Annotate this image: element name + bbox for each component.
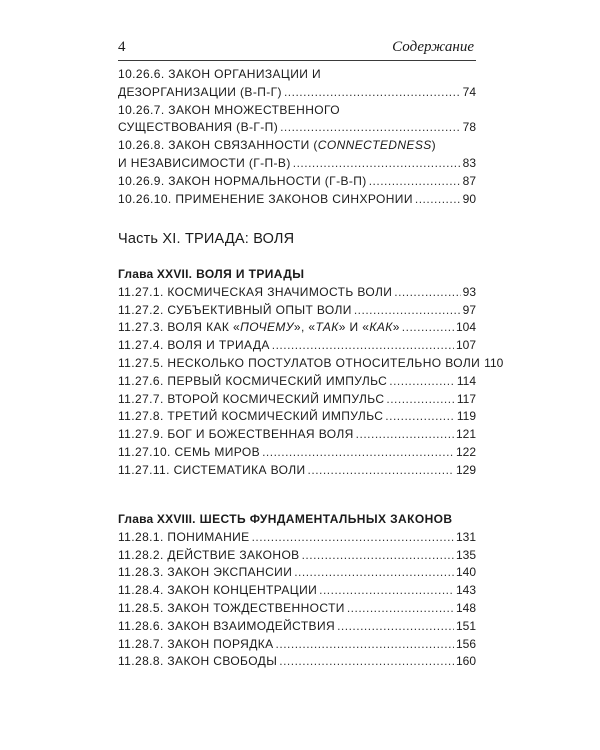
toc-page-number: 107	[455, 338, 476, 353]
toc-entry-text: И НЕЗАВИСИМОСТИ (Г-П-В)	[118, 155, 291, 170]
toc-page-number: 78	[462, 120, 476, 135]
text-part: 11.27.3. ВОЛЯ КАК «	[118, 320, 241, 335]
leader-dots	[262, 444, 454, 462]
toc-page-number: 129	[455, 462, 476, 477]
toc-page-number: 97	[462, 302, 476, 317]
toc-page-number: 151	[455, 618, 476, 633]
chapter-label: Глава XXVII	[118, 267, 189, 281]
toc-page-number: 121	[455, 427, 476, 442]
toc-entry-text: 11.28.4. ЗАКОН КОНЦЕНТРАЦИИ	[118, 583, 318, 598]
toc-entry-text: 11.27.9. БОГ И БОЖЕСТВЕННАЯ ВОЛЯ	[118, 427, 354, 442]
part-title: Часть XI. ТРИАДА: ВОЛЯ	[118, 231, 295, 247]
toc-entry-11-27-11	[118, 462, 476, 480]
toc-entry-text: 10.26.10. ПРИМЕНЕНИЕ ЗАКОНОВ СИНХРОНИИ	[118, 191, 413, 206]
toc-entry-text: СУЩЕСТВОВАНИЯ (В-Г-П)	[118, 120, 279, 135]
leader-dots	[279, 653, 454, 671]
toc-entry-text-italic: CONNECTEDNESS	[317, 138, 432, 153]
leader-dots	[356, 426, 454, 444]
toc-page-number: 160	[455, 654, 476, 669]
text-part-italic: КАК	[369, 320, 393, 335]
toc-entry-10-26-8-line1	[118, 137, 476, 155]
leader-dots	[272, 337, 454, 355]
toc-entry-text: 11.27.10. СЕМЬ МИРОВ	[118, 444, 261, 459]
toc-entry-11-27-7	[118, 391, 476, 409]
leader-dots	[337, 618, 454, 636]
leader-dots	[284, 84, 461, 102]
text-part: » И «	[338, 320, 370, 335]
text-part: », «	[293, 320, 316, 335]
leader-dots	[386, 391, 454, 409]
toc-entry-11-27-1	[118, 284, 476, 302]
leader-dots	[402, 319, 454, 337]
toc-entry-text: 11.28.5. ЗАКОН ТОЖДЕСТВЕННОСТИ	[118, 600, 345, 615]
chapter-label: Глава XXVIII	[118, 512, 193, 526]
leader-dots	[389, 373, 455, 391]
text-part: »	[392, 320, 400, 335]
toc-entry-text: 11.27.4. ВОЛЯ И ТРИАДА	[118, 338, 270, 353]
leader-dots	[280, 119, 461, 137]
chapter-xxviii-section	[118, 511, 476, 671]
toc-entry-11-28-6	[118, 618, 476, 636]
chapter-name: . ВОЛЯ И ТРИАДЫ	[188, 267, 305, 281]
leader-dots	[276, 636, 454, 654]
toc-entry-text: 10.26.8. ЗАКОН СВЯЗАННОСТИ (	[118, 138, 318, 153]
toc-entry-text: 11.27.1. КОСМИЧЕСКАЯ ЗНАЧИМОСТЬ ВОЛИ	[118, 284, 393, 299]
leader-dots	[394, 284, 460, 302]
toc-entry-text	[118, 319, 400, 337]
toc-page-number: 143	[455, 583, 476, 598]
toc-entry-text: 11.28.3. ЗАКОН ЭКСПАНСИИ	[118, 565, 293, 580]
toc-entry-text: 11.27.6. ПЕРВЫЙ КОСМИЧЕСКИЙ ИМПУЛЬС	[118, 373, 388, 388]
toc-page-number: 140	[455, 565, 476, 580]
toc-page-number: 110	[484, 355, 504, 370]
text-part-italic: ПОЧЕМУ	[240, 320, 294, 335]
toc-page-number: 148	[455, 600, 476, 615]
toc-entry-11-27-10	[118, 444, 476, 462]
chapter-name: . ШЕСТЬ ФУНДАМЕНТАЛЬНЫХ ЗАКОНОВ	[192, 512, 453, 526]
toc-entry-10-26-6-line1: 10.26.6. ЗАКОН ОРГАНИЗАЦИИ И	[118, 67, 322, 81]
toc-entry-11-27-2	[118, 302, 476, 320]
toc-page-number: 90	[462, 191, 476, 206]
toc-entry-10-26-7-line1: 10.26.7. ЗАКОН МНОЖЕСТВЕННОГО	[118, 102, 340, 117]
toc-page-number: 119	[456, 409, 476, 424]
leader-dots	[302, 547, 454, 565]
toc-page-number: 93	[462, 284, 476, 299]
toc-entry-text: 11.28.6. ЗАКОН ВЗАИМОДЕЙСТВИЯ	[118, 618, 336, 633]
leader-dots	[347, 600, 454, 618]
toc-entry-11-28-5	[118, 600, 476, 618]
toc-entry-11-27-8	[118, 408, 476, 426]
toc-entry-text: 11.28.1. ПОНИМАНИЕ	[118, 529, 250, 544]
toc-entry-11-27-6	[118, 373, 476, 391]
toc-page-number: 122	[455, 444, 476, 459]
toc-entry-10-26-6	[118, 84, 476, 102]
leader-dots	[385, 408, 455, 426]
toc-entry-11-28-4	[118, 582, 476, 600]
toc-page-number: 114	[456, 373, 476, 388]
toc-entry-text: 11.28.2. ДЕЙСТВИЕ ЗАКОНОВ	[118, 547, 300, 562]
toc-entry-text: )	[431, 138, 437, 153]
toc-entry-11-28-7	[118, 636, 476, 654]
toc-entry-text: 11.28.7. ЗАКОН ПОРЯДКА	[118, 636, 274, 651]
toc-page-number: 104	[455, 320, 476, 335]
running-title: Содержание	[392, 39, 474, 55]
toc-entry-11-27-5	[118, 355, 504, 373]
leader-dots	[354, 302, 461, 320]
toc-entry-text: 11.27.5. НЕСКОЛЬКО ПОСТУЛАТОВ ОТНОСИТЕЛЬНО ВОЛИ	[118, 355, 481, 370]
leader-dots	[369, 173, 461, 191]
leader-dots	[319, 582, 454, 600]
toc-page-number: 87	[462, 173, 476, 188]
toc-page-number: 156	[455, 636, 476, 651]
toc-page-number: 83	[462, 155, 476, 170]
toc-page-number: 117	[456, 391, 476, 406]
leader-dots	[293, 155, 461, 173]
toc-entry-11-28-3	[118, 564, 476, 582]
toc-entry-11-27-9	[118, 426, 476, 444]
leader-dots	[415, 191, 461, 209]
toc-entry-10-26-8	[118, 155, 476, 173]
toc-entry-text: 11.28.8. ЗАКОН СВОБОДЫ	[118, 654, 278, 669]
toc-page-number: 135	[455, 547, 476, 562]
toc-entry-11-28-8	[118, 653, 476, 671]
toc-entry-10-26-9	[118, 173, 476, 191]
toc-entry-11-28-1	[118, 529, 476, 547]
toc-entry-text: 11.27.7. ВТОРОЙ КОСМИЧЕСКИЙ ИМПУЛЬС	[118, 391, 385, 406]
toc-entry-text: 11.27.8. ТРЕТИЙ КОСМИЧЕСКИЙ ИМПУЛЬС	[118, 409, 384, 424]
chapter-title	[118, 266, 476, 284]
leader-dots	[252, 529, 454, 547]
toc-entry-11-28-2	[118, 547, 476, 565]
toc-entry-text: 11.27.2. СУБЪЕКТИВНЫЙ ОПЫТ ВОЛИ	[118, 302, 352, 317]
page-header	[118, 38, 476, 61]
toc-entry-10-26-10	[118, 191, 476, 209]
chapter-title	[118, 511, 476, 529]
page-number: 4	[118, 39, 126, 55]
toc-entry-11-27-4	[118, 337, 476, 355]
toc-entry-11-27-3	[118, 319, 476, 337]
toc-page-number: 74	[462, 84, 476, 99]
toc-entry-text: ДЕЗОРГАНИЗАЦИИ (В-П-Г)	[118, 84, 282, 99]
toc-entry-text: 11.27.11. СИСТЕМАТИКА ВОЛИ	[118, 462, 306, 477]
chapter-xxvii-section	[118, 266, 504, 480]
leader-dots	[294, 564, 454, 582]
toc-page-number: 131	[455, 529, 476, 544]
text-part-italic: ТАК	[315, 320, 339, 335]
leader-dots	[308, 462, 454, 480]
toc-entry-10-26-7	[118, 119, 476, 137]
toc-continued-entries	[118, 66, 476, 208]
toc-entry-text: 10.26.9. ЗАКОН НОРМАЛЬНОСТИ (Г-В-П)	[118, 173, 367, 188]
